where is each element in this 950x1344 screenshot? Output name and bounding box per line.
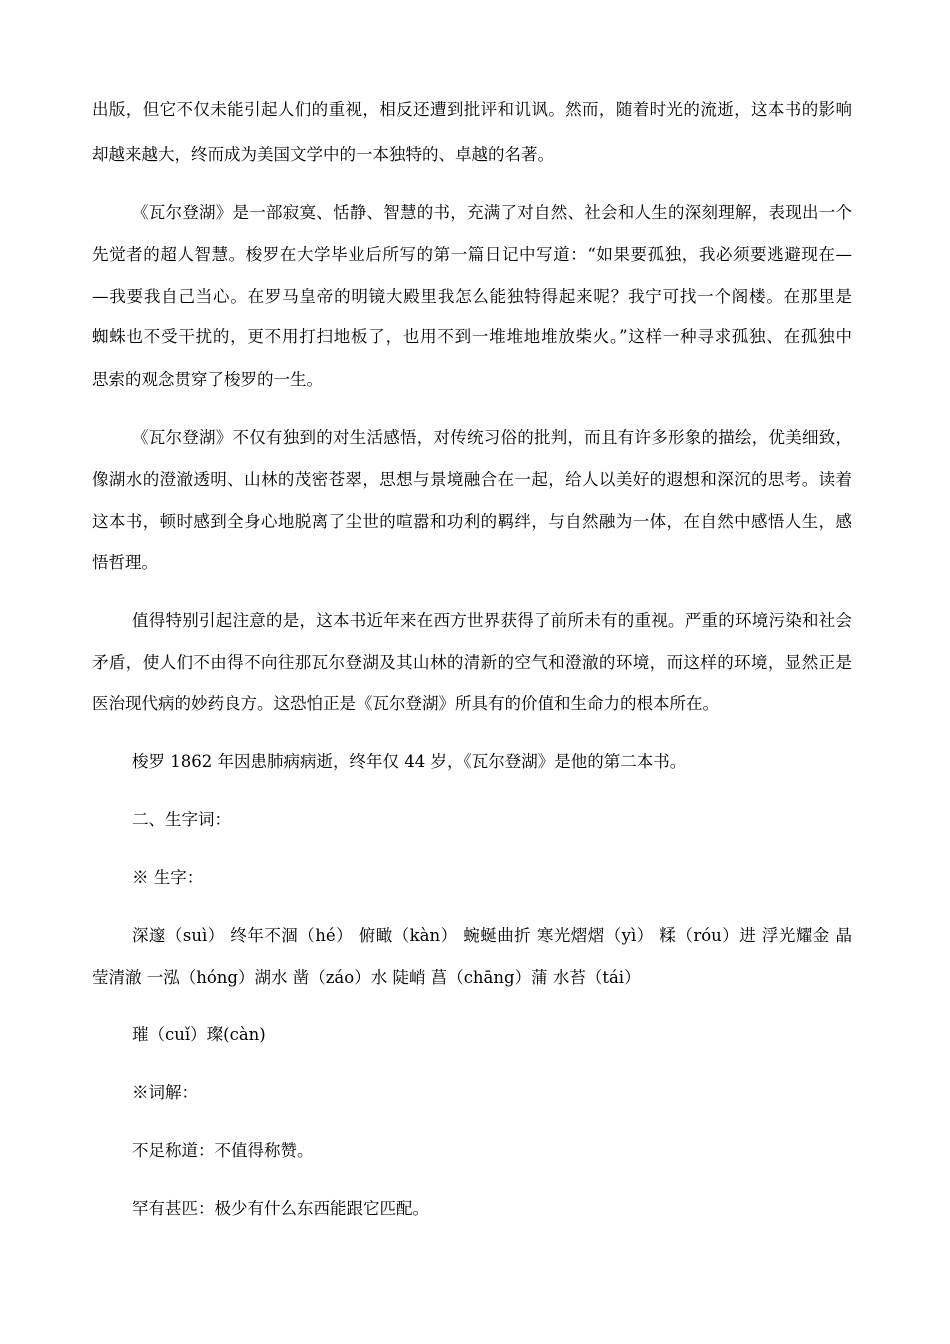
text-line [92, 245, 852, 265]
vocab-line-content: 深邃（suì） 终年不涸（hé） 俯瞰（kàn） 蜿蜒曲折 寒光熠熠（yì） 糅（róu）进 浮光耀金 晶 [132, 926, 852, 945]
subsection-heading-text: ※ 生字： [132, 868, 204, 887]
subsection-heading [132, 1083, 198, 1103]
text-line [92, 653, 852, 673]
vocab-line [92, 968, 641, 988]
text-line [92, 327, 852, 347]
text-line-content: 《瓦尔登湖》是一部寂寞、恬静、智慧的书，充满了对自然、社会和人生的深刻理解，表现出一个 [132, 203, 852, 222]
text-line [92, 470, 852, 490]
text-line-content: 先觉者的超人智慧。梭罗在大学毕业后所写的第一篇日记中写道：“如果要孤独，我必须要逃避现在— [92, 245, 852, 264]
text-line [92, 512, 852, 532]
text-line [92, 553, 158, 573]
section-heading [132, 810, 231, 830]
text-line-content: 矛盾，使人们不由得不向往那瓦尔登湖及其山林的清新的空气和澄澈的环境，而这样的环境，显然正是 [92, 653, 852, 672]
definition-line [132, 1141, 314, 1161]
text-line-content: —我要我自己当心。在罗马皇帝的明镜大殿里我怎么能独特得起来呢？我宁可找一个阁楼。在那里是 [92, 287, 852, 306]
text-line-content: 医治现代病的妙药良方。这恐怕正是《瓦尔登湖》所具有的价值和生命力的根本所在。 [92, 694, 719, 713]
vocab-line [132, 926, 852, 946]
text-line-content: 《瓦尔登湖》不仅有独到的对生活感悟，对传统习俗的批判，而且有许多形象的描绘，优美细致， [132, 428, 852, 447]
text-line [92, 287, 852, 307]
definition-text: 不足称道：不值得称赞。 [132, 1141, 314, 1160]
text-line [92, 100, 852, 120]
text-line-content: 悟哲理。 [92, 553, 158, 572]
text-line-content: 值得特别引起注意的是，这本书近年来在西方世界获得了前所未有的重视。严重的环境污染和社会 [132, 611, 852, 630]
definition-text: 罕有甚匹：极少有什么东西能跟它匹配。 [132, 1199, 429, 1218]
definition-line [132, 1199, 429, 1219]
text-line [132, 611, 852, 631]
section-heading-text: 二、生字词： [132, 810, 231, 829]
text-line-content: 梭罗 1862 年因患肺病病逝，终年仅 44 岁，《瓦尔登湖》是他的第二本书。 [132, 752, 687, 771]
text-line-content: 出版，但它不仅未能引起人们的重视，相反还遭到批评和讥讽。然而，随着时光的流逝，这本书的影响 [92, 100, 852, 119]
text-line [132, 752, 686, 772]
text-line [92, 145, 554, 165]
vocab-line-content: 莹清澈 一泓（hóng）湖水 凿（záo）水 陡峭 菖（chāng）蒲 水苔（tái） [92, 968, 641, 987]
text-line [132, 428, 852, 448]
vocab-line [132, 1025, 266, 1045]
text-line [132, 203, 852, 223]
text-line-content: 蜘蛛也不受干扰的，更不用打扫地板了，也用不到一堆堆地堆放柴火。”这样一种寻求孤独、在孤独中 [92, 327, 852, 346]
text-line-content: 像湖水的澄澈透明、山林的茂密苍翠，思想与景境融合在一起，给人以美好的遐想和深沉的思考。读着 [92, 470, 852, 489]
subsection-heading [132, 868, 203, 888]
vocab-line-content: 璀（cuǐ）璨(càn) [132, 1025, 266, 1044]
text-line-content: 却越来越大，终而成为美国文学中的一本独特的、卓越的名著。 [92, 145, 554, 164]
text-line [92, 694, 719, 714]
subsection-heading-text: ※词解： [132, 1083, 198, 1102]
text-line-content: 思索的观念贯穿了梭罗的一生。 [92, 370, 323, 389]
text-line [92, 370, 323, 390]
text-line-content: 这本书，顿时感到全身心地脱离了尘世的喧嚣和功利的羁绊，与自然融为一体，在自然中感悟人生，感 [92, 512, 852, 531]
